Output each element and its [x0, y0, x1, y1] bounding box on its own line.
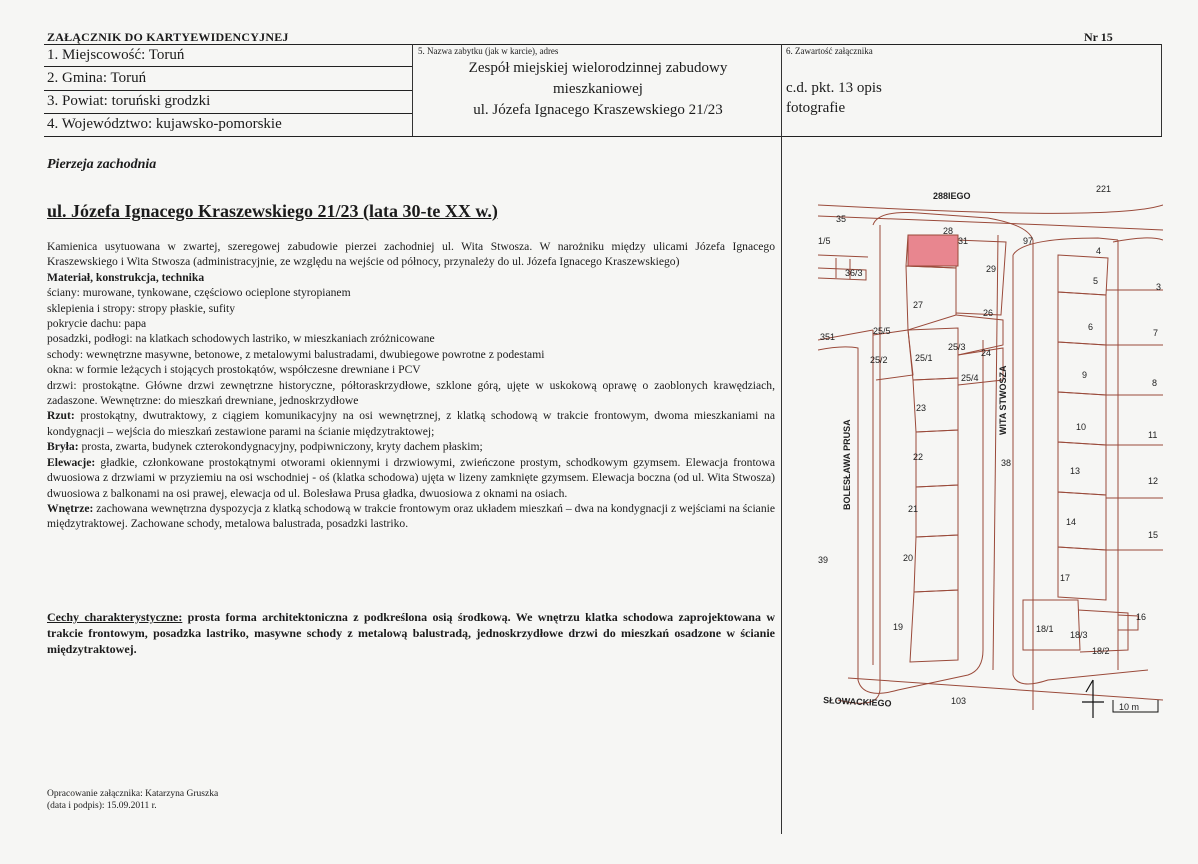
- elevation-text: gładkie, członkowane prostokątnymi otworami okiennymi i drzwiowymi, zwieńczone prostym, schodkowym gzymsem. Elewacja frontowa dwuosiowa z drzwiami w przyziemiu na osi wschodniej - oś (klatka schodowa) ujęta w lizeny zamknięte gzymsem. Elewacja boczna (od ul. Wita Stwosza) dwuosiowa z balkonami na osi prawej, elewacja od ul. Bolesława Prusa gładka, dwuosiowa z oknami na osiach.: [47, 455, 775, 500]
- map-street-bottom-number: 103: [951, 696, 967, 706]
- attachment-contents-line: fotografie: [786, 100, 846, 116]
- attachment-number: Nr 15: [1084, 30, 1113, 44]
- monument-label: 5. Nazwa zabytku (jak w karcie), adres: [418, 46, 559, 56]
- roof-line: pokrycie dachu: papa: [47, 317, 147, 331]
- ceilings-line: sklepienia i stropy: stropy płaskie, sufity: [47, 301, 236, 315]
- floors-line: posadzki, podłogi: na klatkach schodowych lastriko, w mieszkaniach zróżnicowane: [47, 332, 435, 346]
- cadastral-map: [818, 180, 1163, 725]
- parcel-label: 3: [1156, 282, 1162, 292]
- parcel-label: 17: [1060, 573, 1071, 583]
- parcel-label: 15: [1148, 530, 1159, 540]
- building-title: ul. Józefa Ignacego Kraszewskiego 21/23 (lata 30-te XX w.): [47, 201, 498, 221]
- parcel-label: 35: [836, 214, 847, 224]
- elevation-paragraph: [47, 455, 775, 501]
- header-rule: [44, 44, 1162, 45]
- monument-address: ul. Józefa Ignacego Kraszewskiego 21/23: [473, 102, 723, 118]
- parcel-label: 18/3: [1070, 630, 1088, 640]
- location-district: 3. Powiat: toruński grodzki: [47, 93, 211, 109]
- parcel-label: 1/5: [818, 236, 831, 246]
- monument-name: [422, 58, 774, 121]
- plan-paragraph: [47, 408, 775, 439]
- header-bottom-rule: [44, 136, 1162, 137]
- parcel-label: 28: [943, 226, 954, 236]
- interior-paragraph: [47, 501, 775, 532]
- location-town: 1. Miejscowość: Toruń: [47, 47, 185, 63]
- monument-line: Zespół miejskiej wielorodzinnej zabudowy: [468, 60, 728, 76]
- parcel-label: 4: [1096, 246, 1102, 256]
- location-voivodeship: 4. Województwo: kujawsko-pomorskie: [47, 116, 282, 132]
- doors-line: drzwi: prostokątne. Główne drzwi zewnętrzne historyczne, półtoraskrzydłowe, szklone górą, ujęte w uskokową oprawę o zaoblonych krawędziach, zadaszone. Wewnętrzne: do mieszkań drewniane, jednoskrzydłowe: [47, 378, 775, 408]
- row-divider: [44, 66, 412, 67]
- parcel-label: 7: [1153, 328, 1159, 338]
- location-commune: 2. Gmina: Toruń: [47, 70, 147, 86]
- parcel-label: 11: [1148, 430, 1158, 440]
- parcel-label: 25/3: [948, 342, 966, 352]
- parcel-label: 5: [1093, 276, 1099, 286]
- characteristic-features: [47, 609, 775, 657]
- intro-paragraph: Kamienica usytuowana w zwartej, szeregowej zabudowie pierzei zachodniej ul. Wita Stwosza. W narożniku między ulicami Józefa Ignacego Kraszewskiego i Wita Stwosza (administracyjnie, ze względu na wejście od północy, przynależy do ul. Józefa Ignacego Kraszewskiego): [47, 240, 775, 269]
- elevation-label: Elewacje:: [47, 455, 96, 469]
- mass-paragraph: [47, 439, 775, 454]
- mass-text: prosta, zwarta, budynek czterokondygnacyjny, podpiwniczony, kryty dachem płaskim;: [78, 440, 483, 454]
- description: [47, 239, 775, 532]
- row-divider: [44, 90, 412, 91]
- highlighted-parcel: [908, 235, 958, 266]
- parcel-label: 22: [913, 452, 924, 462]
- parcel-label: 29: [986, 264, 997, 274]
- footer: [47, 788, 218, 812]
- parcel-label: 38: [1001, 458, 1012, 468]
- mass-label: Bryła:: [47, 440, 79, 454]
- parcel-label: 20: [903, 553, 914, 563]
- interior-text: zachowana wewnętrzna dyspozycja z klatką schodową w trakcie frontowym oraz układem mieszkań – dwa na kondygnacji z wejściami na ścianie międzytraktowej. Zachowane schody, metalowa balustrada, posadzki lastriko.: [47, 501, 775, 531]
- parcel-label: 6: [1088, 322, 1094, 332]
- parcel-label: 36/3: [845, 268, 863, 278]
- parcel-label: 26: [983, 308, 994, 318]
- map-street-top: 288IEGO: [933, 191, 971, 201]
- plan-text: prostokątny, dwutraktowy, z ciągiem komunikacyjny na osi wewnętrznej, z klatką schodową w trakcie frontowym, dwoma mieszkaniami na kondygnacji – wejścia do mieszkań zestawione parami na ścianie międzytraktowej;: [47, 409, 775, 438]
- monument-line: mieszkaniowej: [553, 81, 643, 97]
- parcel-label: 25/4: [961, 373, 979, 383]
- parcel-label: 39: [818, 555, 829, 565]
- parcel-label: 24: [981, 348, 992, 358]
- parcel-label: 18/1: [1036, 624, 1054, 634]
- parcel-label: 25/5: [873, 326, 891, 336]
- attachment-header-title: ZAŁĄCZNIK DO KARTYEWIDENCYJNEJ: [47, 30, 289, 44]
- parcel-label: 13: [1070, 466, 1081, 476]
- footer-date: (data i podpis): 15.09.2011 r.: [47, 801, 157, 811]
- map-street-top-right: 221: [1096, 184, 1112, 194]
- column-divider: [412, 44, 413, 136]
- parcel-label: 97: [1023, 236, 1034, 246]
- material-heading: Materiał, konstrukcja, technika: [47, 270, 205, 284]
- attachment-contents-label: 6. Zawartość załącznika: [786, 46, 873, 56]
- interior-label: Wnętrze:: [47, 501, 94, 515]
- column-divider: [1161, 44, 1162, 136]
- parcel-label: 18/2: [1092, 646, 1110, 656]
- parcel-label: 8: [1152, 378, 1158, 388]
- parcel-label: 23: [916, 403, 927, 413]
- parcel-label: 9: [1082, 370, 1088, 380]
- parcel-label: 21: [908, 504, 919, 514]
- parcel-label: 14: [1066, 517, 1077, 527]
- row-divider: [44, 113, 412, 114]
- plan-label: Rzut:: [47, 409, 75, 423]
- parcel-label: 10: [1076, 422, 1087, 432]
- stairs-line: schody: wewnętrzne masywne, betonowe, z metalowymi balustradami, dwubiegowe powrotne z podestami: [47, 347, 545, 361]
- parcel-label: 351: [820, 332, 836, 342]
- parcel-label: 31: [958, 236, 969, 246]
- windows-line: okna: w formie leżących i stojących prostokątów, współczesne drewniane i PCV: [47, 363, 421, 377]
- map-street-bottom: SŁOWACKIEGO: [822, 695, 892, 709]
- parcel-label: 25/2: [870, 355, 888, 365]
- walls-line: ściany: murowane, tynkowane, częściowo ocieplone styropianem: [47, 286, 351, 300]
- map-street-prusa: BOLESŁAWA PRUSA: [842, 419, 852, 510]
- attachment-contents-line: c.d. pkt. 13 opis: [786, 80, 882, 96]
- features-label: Cechy charakterystyczne:: [47, 610, 183, 624]
- parcel-label: 12: [1148, 476, 1159, 486]
- scale-label: 10 m: [1119, 702, 1140, 712]
- parcel-label: 25/1: [915, 353, 933, 363]
- parcel-label: 16: [1136, 612, 1147, 622]
- parcel-label: 19: [893, 622, 904, 632]
- section-subtitle: Pierzeja zachodnia: [47, 157, 157, 172]
- map-street-stwosza: WITA STWOSZA: [998, 365, 1008, 435]
- features-text: prosta forma architektoniczna z podkreślona osią środkową. We wnętrzu klatka schodowa zaprojektowana w trakcie frontowym, posadzka lastriko, masywne schody z metalową balustradą, jednoskrzydłowe drzwi do mieszkań osadzone w ścianie międzytraktowej.: [47, 610, 775, 656]
- north-arrow-icon: [1082, 680, 1104, 718]
- column-divider: [781, 44, 782, 834]
- footer-author: Opracowanie załącznika: Katarzyna Gruszka: [47, 789, 219, 799]
- parcel-label: 27: [913, 300, 924, 310]
